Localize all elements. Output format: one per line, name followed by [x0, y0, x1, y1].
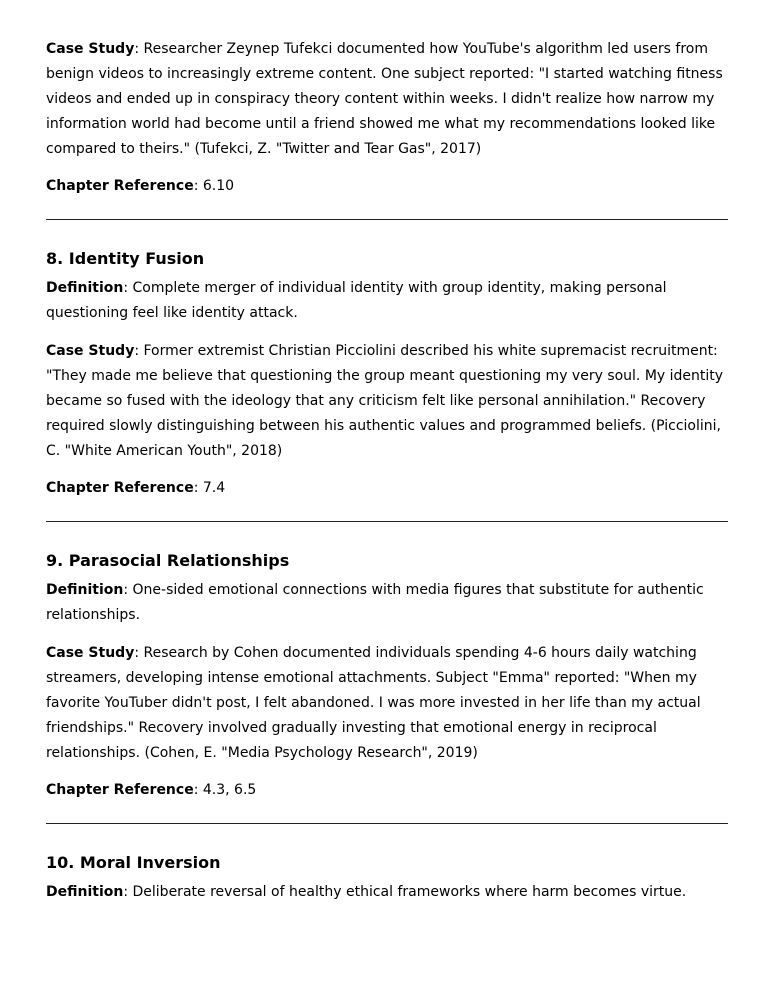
- section-divider: [46, 521, 728, 522]
- definition-text: : Complete merger of individual identity with group identity, making personal questioning feel like identity attack.: [46, 280, 667, 321]
- case-study-text: : Former extremist Christian Picciolini described his white supremacist recruitment: "They made me believe that questioning the group meant questioning my very soul. My identity became so fused with the ideology that any criticism felt like personal annihilation." Recovery required slowly distinguishing between his authentic values and programmed beliefs. (Picciolini, C. "White American Youth", 2018): [46, 343, 724, 459]
- definition-label: Definition: [46, 884, 124, 900]
- chapter-reference-label: Chapter Reference: [46, 178, 194, 194]
- case-study-label: Case Study: [46, 343, 135, 359]
- intro-case-study: [46, 37, 728, 162]
- definition-label: Definition: [46, 280, 124, 296]
- case-study-text: : Researcher Zeynep Tufekci documented how YouTube's algorithm led users from benign videos to increasingly extreme content. One subject reported: "I started watching fitness videos and ended up in conspiracy theory content within weeks. I didn't realize how narrow my information world had become until a friend showed me what my recommendations looked like compared to theirs." (Tufekci, Z. "Twitter and Tear Gas", 2017): [46, 41, 723, 157]
- section-heading: 9. Parasocial Relationships: [46, 551, 290, 570]
- section-divider: [46, 219, 728, 220]
- case-study-paragraph: [46, 339, 728, 464]
- definition-text: : One-sided emotional connections with media figures that substitute for authentic relationships.: [46, 582, 704, 623]
- definition-paragraph: [46, 880, 728, 905]
- chapter-reference-paragraph: [46, 476, 728, 501]
- section-heading: 10. Moral Inversion: [46, 853, 221, 872]
- chapter-reference-paragraph: [46, 778, 728, 803]
- chapter-reference-text: : 7.4: [193, 480, 226, 496]
- section-heading: 8. Identity Fusion: [46, 249, 205, 268]
- definition-paragraph: [46, 276, 728, 326]
- case-study-paragraph: [46, 641, 728, 766]
- intro-chapter-reference: [46, 174, 728, 199]
- case-study-text: : Research by Cohen documented individuals spending 4-6 hours daily watching streamers, developing intense emotional attachments. Subject "Emma" reported: "When my favorite YouTuber didn't post, I felt abandoned. I was more invested in her life than my actual friendships." Recovery involved gradually investing that emotional energy in reciprocal relationships. (Cohen, E. "Media Psychology Research", 2019): [46, 645, 701, 761]
- case-study-label: Case Study: [46, 645, 135, 661]
- chapter-reference-text: : 6.10: [193, 178, 235, 194]
- chapter-reference-text: : 4.3, 6.5: [193, 782, 257, 798]
- definition-label: Definition: [46, 582, 124, 598]
- section-divider: [46, 823, 728, 824]
- document-page: [46, 37, 728, 905]
- definition-text: : Deliberate reversal of healthy ethical frameworks where harm becomes virtue.: [123, 884, 687, 900]
- chapter-reference-label: Chapter Reference: [46, 782, 194, 798]
- chapter-reference-label: Chapter Reference: [46, 480, 194, 496]
- definition-paragraph: [46, 578, 728, 628]
- case-study-label: Case Study: [46, 41, 135, 57]
